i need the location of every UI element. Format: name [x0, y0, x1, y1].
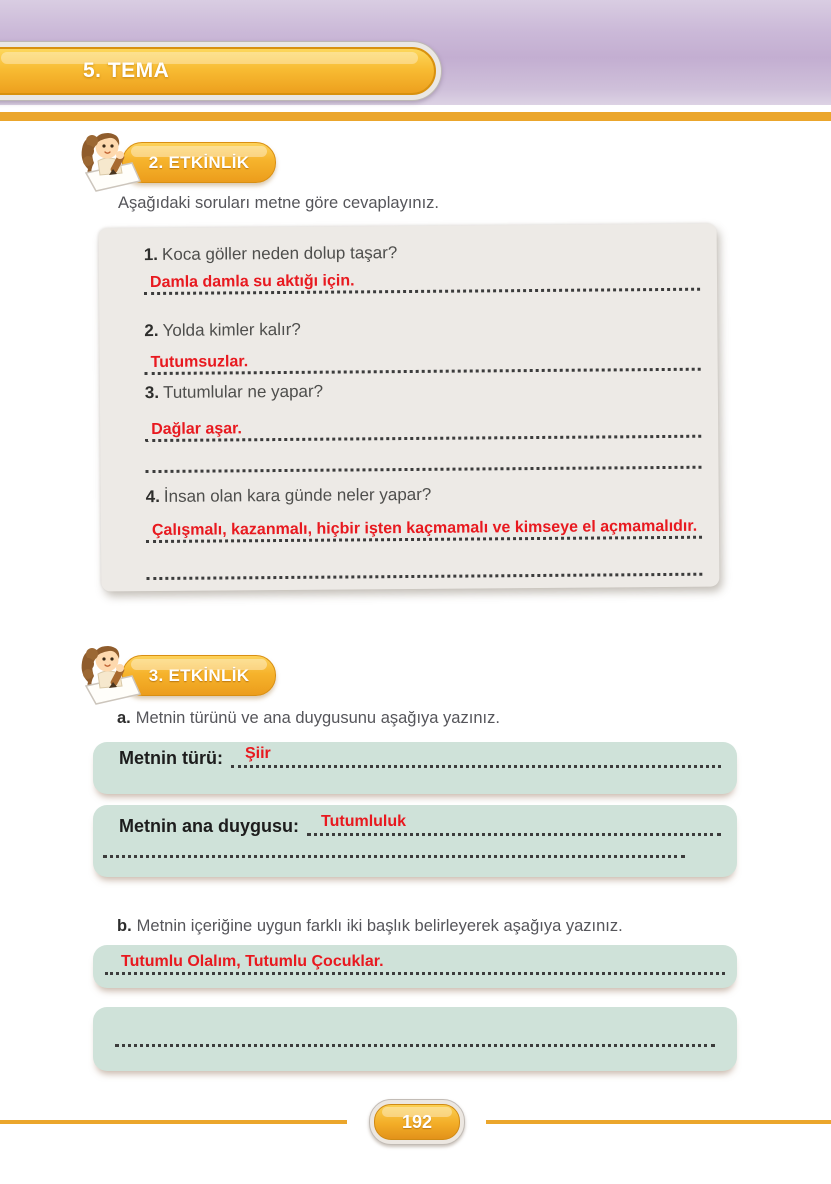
activity-2-pill: [122, 142, 276, 183]
girl-writing-icon: [76, 642, 144, 706]
main-feeling-box: [93, 805, 737, 877]
empty-answer-line[interactable]: [145, 438, 701, 473]
title-answer-box-2: [93, 1007, 737, 1071]
activity-3-pill: [122, 655, 276, 696]
question-4: [146, 482, 703, 580]
activity-2-badge: [76, 129, 288, 193]
main-feeling-label: Metnin ana duygusu:: [119, 816, 299, 836]
question-4-title: [146, 482, 702, 508]
activity-3-badge: [76, 642, 288, 706]
part-b-prefix: b.: [117, 917, 132, 935]
theme-pill: [0, 47, 436, 95]
question-text: Tutumlular ne yapar?: [162, 381, 324, 402]
empty-answer-line[interactable]: [103, 855, 685, 858]
question-text: İnsan olan kara günde neler yapar?: [163, 484, 432, 506]
handwritten-answer: Tutumsuzlar.: [150, 353, 249, 372]
question-text: Koca göller neden dolup taşar?: [161, 243, 398, 264]
empty-answer-line[interactable]: [146, 539, 702, 580]
question-text: Yolda kimler kalır?: [162, 319, 301, 340]
theme-header-band: [0, 0, 831, 105]
activity-2-label: 2. ETKİNLİK: [148, 152, 250, 172]
header-divider: [0, 112, 831, 121]
question-card: [99, 224, 720, 592]
girl-writing-icon: [76, 129, 144, 193]
title-answer-box-1: [93, 945, 737, 988]
page-number-badge: [369, 1099, 465, 1145]
text-type-row: [119, 742, 721, 768]
answer-line[interactable]: [231, 741, 721, 768]
part-a-instruction: [117, 709, 500, 728]
text-type-box: [93, 742, 737, 794]
activity-2-instruction: Aşağıdaki soruları metne göre cevaplayınız.: [118, 194, 440, 212]
answer-line[interactable]: [146, 510, 702, 543]
answer-line[interactable]: [105, 953, 725, 975]
answer-line[interactable]: [145, 342, 701, 375]
page-number: 192: [401, 1111, 433, 1132]
handwritten-answer: Tutumlu Olalım, Tutumlu Çocuklar.: [121, 953, 384, 970]
question-number: 1.: [143, 244, 159, 265]
handwritten-answer: Çalışmalı, kazanmalı, hiçbir işten kaçmamalı ve kimseye el açmamalıdır.: [151, 517, 698, 540]
text-type-label: Metnin türü:: [119, 748, 223, 768]
handwritten-answer: Dağlar aşar.: [151, 420, 242, 439]
theme-title: 5. TEMA: [83, 59, 170, 82]
footer-rule-left: [0, 1120, 347, 1124]
activity-3-label: 3. ETKİNLİK: [148, 665, 250, 685]
footer-rule-right: [486, 1120, 831, 1124]
page-number-pill: [374, 1104, 460, 1140]
question-2-title: [144, 316, 700, 342]
theme-banner: [0, 41, 442, 101]
part-b-instruction: [117, 917, 623, 936]
answer-line[interactable]: [145, 409, 701, 442]
answer-line[interactable]: [144, 262, 700, 295]
question-number: 3.: [144, 382, 160, 403]
main-feeling-row: [119, 810, 721, 836]
empty-answer-line[interactable]: [115, 1044, 715, 1047]
question-number: 2.: [144, 320, 159, 341]
handwritten-answer: Damla damla su aktığı için.: [149, 272, 355, 292]
question-number: 4.: [145, 486, 160, 507]
answer-line[interactable]: [307, 809, 721, 836]
handwritten-answer: Tutumluluk: [321, 813, 407, 830]
part-a-text: Metnin türünü ve ana duygusunu aşağıya yazınız.: [135, 709, 500, 727]
part-b-text: Metnin içeriğine uygun farklı iki başlık belirleyerek aşağıya yazınız.: [136, 917, 623, 935]
handwritten-answer: Şiir: [244, 745, 271, 762]
question-3: [145, 378, 702, 473]
question-2: [144, 316, 700, 375]
question-1: [144, 240, 700, 295]
question-3-title: [145, 378, 701, 404]
part-a-prefix: a.: [117, 709, 131, 727]
